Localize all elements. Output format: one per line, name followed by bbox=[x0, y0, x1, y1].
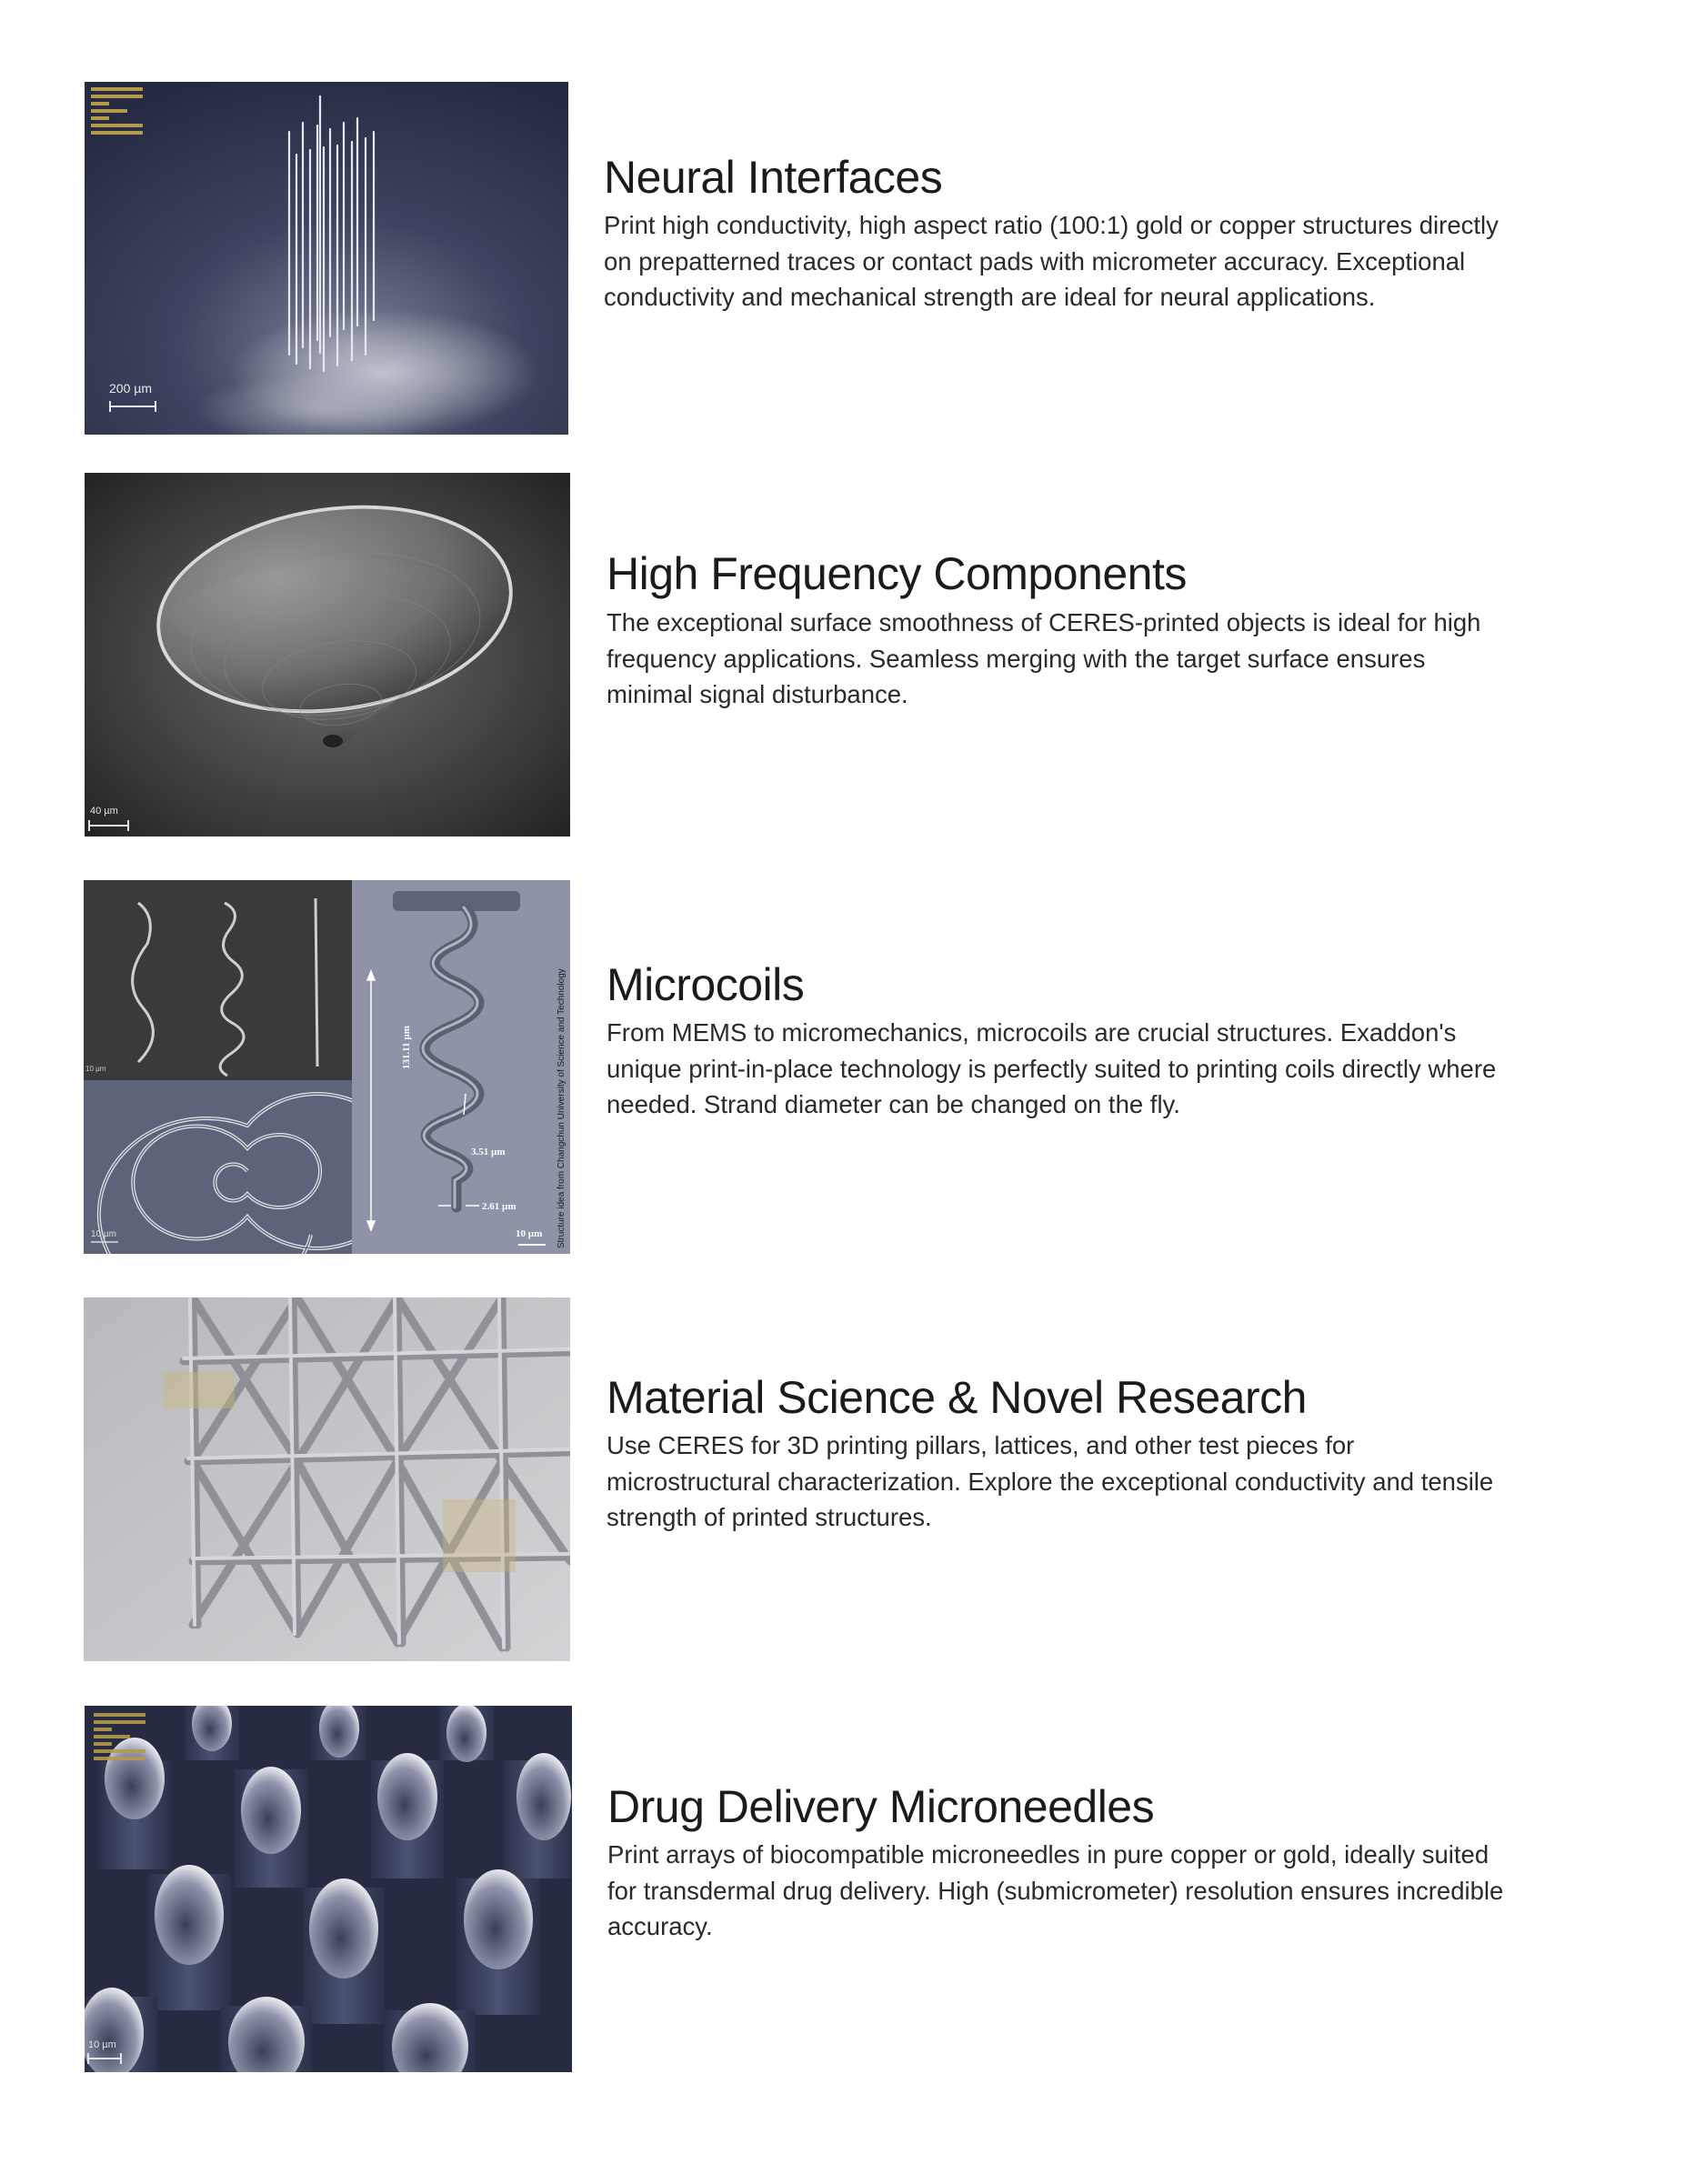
high-frequency-image bbox=[85, 473, 570, 837]
microcoils-measure-diameter: 2.61 µm bbox=[482, 1201, 517, 1212]
microneedles-title: Drug Delivery Microneedles bbox=[607, 1781, 1155, 1832]
high-frequency-description: The exceptional surface smoothness of CERES-printed objects is ideal for high frequency applications. Seamless merging with the target surface ensures minimal signal disturbance. bbox=[607, 608, 1481, 708]
microneedles-image bbox=[85, 1706, 572, 2072]
material-science-title: Material Science & Novel Research bbox=[607, 1372, 1307, 1423]
microcoils-scale-label-2: 10 µm bbox=[91, 1229, 116, 1239]
microcoils-title: Microcoils bbox=[607, 959, 805, 1010]
microcoils-measure-pitch: 3.51 µm bbox=[471, 1147, 506, 1157]
microcoils-scale-label-3: 10 µm bbox=[516, 1228, 543, 1239]
microneedles-description: Print arrays of biocompatible microneedles in pure copper or gold, ideally suited for transdermal drug delivery. High (submicrometer) resolution ensures incredible accuracy. bbox=[607, 1840, 1504, 1940]
microneedles-scale-label: 10 µm bbox=[88, 2039, 116, 2050]
high-frequency-title: High Frequency Components bbox=[607, 548, 1187, 599]
microcoils-description: From MEMS to micromechanics, microcoils are crucial structures. Exaddon's unique print-in-place technology is perfectly suited to printing coils directly where needed. Strand diameter can be changed on the fly. bbox=[607, 1018, 1497, 1118]
high-frequency-scale-label: 40 µm bbox=[90, 806, 118, 816]
microcoils-measure-height: 131.11 µm bbox=[401, 1026, 412, 1069]
neural-scale-label: 200 µm bbox=[109, 381, 152, 396]
microcoils-image-credit: Structure idea from Changchun University of Science and Technology bbox=[557, 968, 567, 1248]
neural-interfaces-description: Print high conductivity, high aspect ratio (100:1) gold or copper structures directly on prepatterned traces or contact pads with micrometer accuracy. Exceptional conductivity and mechanical strength are ideal for neural applications. bbox=[604, 211, 1499, 311]
microcoils-scale-label-1: 10 µm bbox=[85, 1065, 106, 1073]
material-science-image bbox=[84, 1297, 570, 1661]
neural-interfaces-image bbox=[85, 82, 568, 435]
material-science-description: Use CERES for 3D printing pillars, lattices, and other test pieces for microstructural characterization. Explore the exceptional conductivity and tensile strength of printed structures. bbox=[607, 1431, 1494, 1531]
microcoils-image bbox=[84, 880, 570, 1254]
neural-interfaces-title: Neural Interfaces bbox=[604, 152, 943, 203]
